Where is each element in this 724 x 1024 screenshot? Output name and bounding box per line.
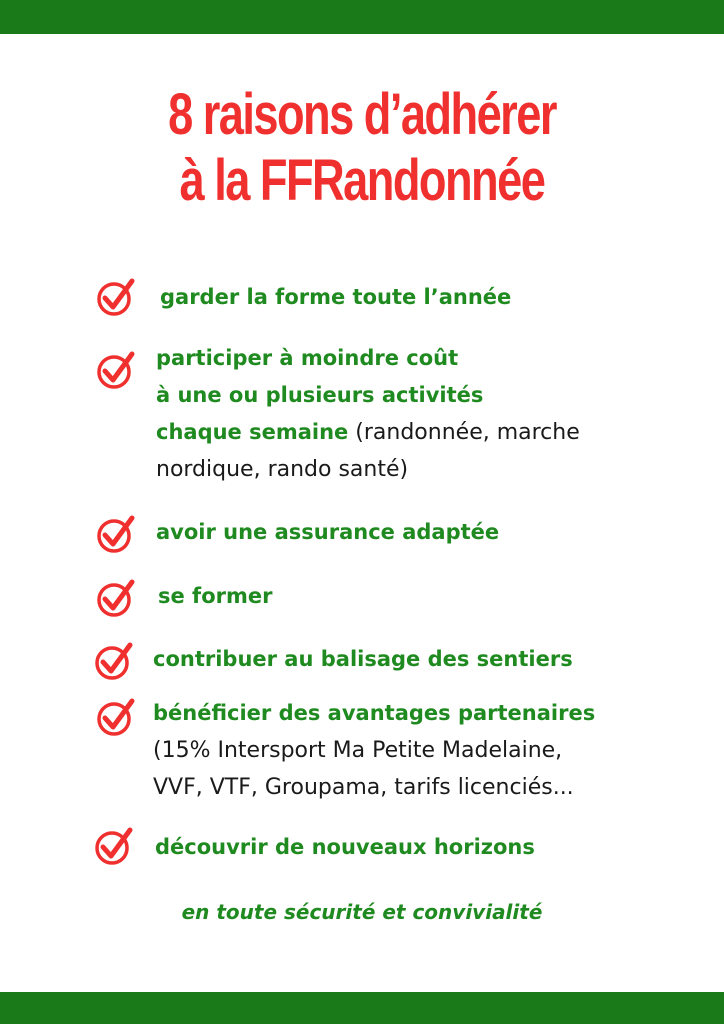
item-detail: (randonnée, marche [348, 420, 580, 445]
check-circle-icon [96, 350, 136, 390]
check-circle-icon [96, 277, 136, 317]
item-text: contribuer au balisage des sentiers [153, 647, 573, 671]
item-text: garder la forme toute l’année [160, 285, 512, 309]
item-detail: nordique, rando santé) [156, 457, 409, 482]
item-text: participer à moindre coût [156, 346, 459, 370]
check-circle-icon [96, 697, 136, 737]
item-text: bénéficier des avantages partenaires [153, 701, 596, 725]
item-detail: (15% Intersport Ma Petite Madelaine, [153, 738, 563, 763]
check-circle-icon [94, 641, 134, 681]
item-text: avoir une assurance adaptée [156, 520, 500, 544]
item-text: se former [158, 584, 273, 608]
item-text: découvrir de nouveaux horizons [155, 835, 535, 859]
footer-tagline: en toute sécurité et convivialité [181, 900, 543, 924]
page-title-line-1: 8 raisons d’adhérer [168, 82, 556, 147]
item-text: chaque semaine [156, 420, 349, 444]
top-green-bar [0, 0, 724, 34]
check-circle-icon [96, 578, 136, 618]
check-circle-icon [96, 514, 136, 554]
page-title-line-2: à la FFRandonnée [179, 148, 545, 213]
item-text: à une ou plusieurs activités [156, 383, 484, 407]
item-detail: VVF, VTF, Groupama, tarifs licenciés... [153, 775, 574, 800]
bottom-green-bar [0, 992, 724, 1024]
check-circle-icon [94, 826, 134, 866]
